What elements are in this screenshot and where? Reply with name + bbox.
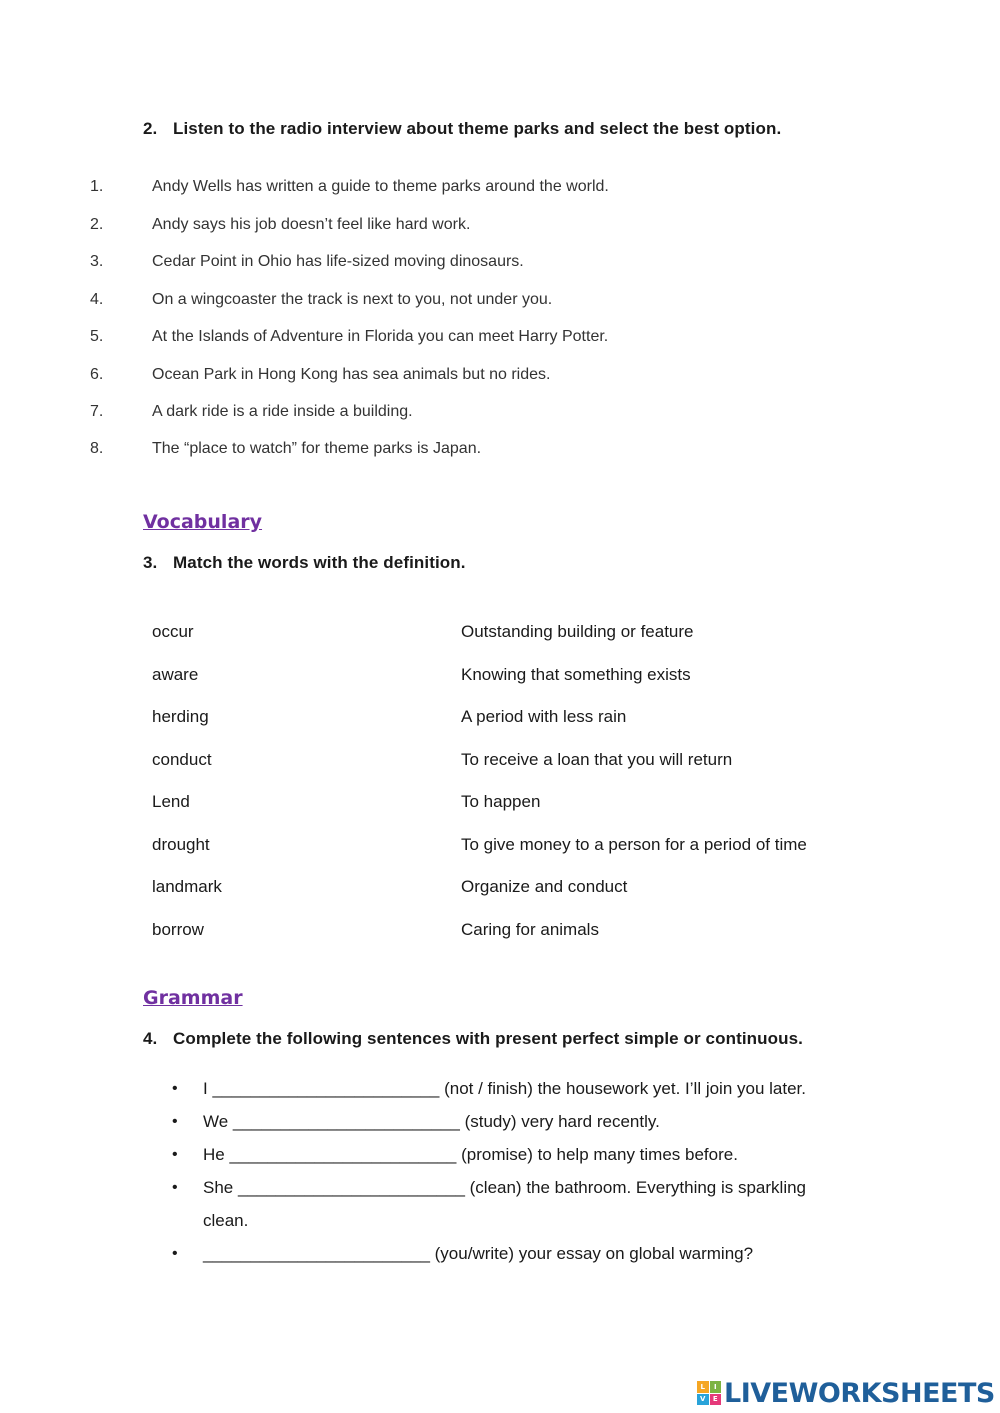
grammar-section-title: Grammar — [143, 987, 243, 1009]
grammar-sentence — [172, 1105, 832, 1138]
match-row — [152, 835, 872, 863]
statement-number: 4. — [90, 291, 104, 308]
liveworksheets-logo — [697, 1374, 995, 1412]
grammar-sentence-list — [172, 1072, 832, 1270]
question-instruction: Listen to the radio interview about theme parks and select the best option. — [173, 119, 782, 138]
logo-letter: V — [697, 1394, 709, 1406]
answer-blank[interactable]: ________________________ — [229, 1145, 457, 1164]
match-word[interactable]: borrow — [152, 920, 204, 939]
match-word[interactable]: aware — [152, 665, 199, 684]
match-definition[interactable]: A period with less rain — [461, 707, 627, 726]
match-row — [152, 707, 872, 735]
match-definition[interactable]: Organize and conduct — [461, 877, 628, 896]
question-number: 4. — [143, 1029, 158, 1048]
sentence-start: We — [203, 1112, 233, 1131]
question-3-heading — [143, 553, 466, 573]
statement-text: On a wingcoaster the track is next to you, not under you. — [152, 291, 553, 308]
match-word[interactable]: landmark — [152, 877, 222, 896]
question-number: 3. — [143, 553, 158, 572]
statement-text: A dark ride is a ride inside a building. — [152, 403, 413, 420]
statement-number: 3. — [90, 253, 104, 270]
sentence-end: (study) very hard recently. — [459, 1112, 660, 1131]
match-word[interactable]: conduct — [152, 750, 212, 769]
grammar-sentence — [172, 1237, 832, 1270]
match-row — [152, 792, 872, 820]
match-word[interactable]: occur — [152, 622, 194, 641]
statement-text: Andy Wells has written a guide to theme parks around the world. — [152, 178, 609, 195]
question-instruction: Complete the following sentences with present perfect simple or continuous. — [173, 1029, 803, 1048]
sentence-end: (not / finish) the housework yet. I’ll join you later. — [439, 1079, 806, 1098]
statement-number: 6. — [90, 366, 104, 383]
logo-mark-icon — [697, 1381, 721, 1405]
match-definition[interactable]: Knowing that something exists — [461, 665, 691, 684]
statement-number: 7. — [90, 403, 104, 420]
statement-number: 5. — [90, 328, 104, 345]
bullet: • — [172, 1179, 178, 1196]
question-number: 2. — [143, 119, 158, 138]
statement-number: 8. — [90, 440, 104, 457]
match-definition[interactable]: Caring for animals — [461, 920, 599, 939]
bullet: • — [172, 1113, 178, 1130]
match-row — [152, 877, 872, 905]
bullet: • — [172, 1080, 178, 1097]
statement-text: The “place to watch” for theme parks is Japan. — [152, 440, 482, 457]
logo-letter: I — [710, 1381, 722, 1393]
question-instruction: Match the words with the definition. — [173, 553, 466, 572]
match-definition[interactable]: To receive a loan that you will return — [461, 750, 733, 769]
sentence-start: I — [203, 1079, 213, 1098]
match-definition[interactable]: To happen — [461, 792, 541, 811]
question-2-heading — [143, 119, 781, 139]
answer-blank[interactable]: ________________________ — [232, 1112, 460, 1131]
bullet: • — [172, 1146, 178, 1163]
grammar-sentence — [172, 1072, 832, 1105]
match-row — [152, 750, 872, 778]
sentence-end: (you/write) your essay on global warming? — [429, 1244, 754, 1263]
logo-letter: E — [710, 1394, 722, 1406]
statement-text: Andy says his job doesn’t feel like hard work. — [152, 216, 471, 233]
match-row — [152, 622, 872, 650]
statement-text: Cedar Point in Ohio has life-sized moving dinosaurs. — [152, 253, 524, 270]
answer-blank[interactable]: ________________________ — [203, 1244, 430, 1263]
match-word[interactable]: Lend — [152, 792, 190, 811]
bullet: • — [172, 1245, 178, 1262]
sentence-end: (clean) the bathroom. Everything is sparkling clean. — [203, 1178, 807, 1230]
statement-number: 1. — [90, 178, 104, 195]
match-row — [152, 920, 872, 948]
sentence-start: He — [203, 1145, 230, 1164]
match-row — [152, 665, 872, 693]
grammar-sentence — [172, 1138, 832, 1171]
match-word[interactable]: drought — [152, 835, 210, 854]
question-4-heading — [143, 1029, 803, 1049]
logo-letter: L — [697, 1381, 709, 1393]
sentence-end: (promise) to help many times before. — [456, 1145, 738, 1164]
grammar-sentence — [172, 1171, 832, 1237]
sentence-start: She — [203, 1178, 238, 1197]
statement-text: Ocean Park in Hong Kong has sea animals but no rides. — [152, 366, 551, 383]
answer-blank[interactable]: ________________________ — [237, 1178, 465, 1197]
match-definition[interactable]: To give money to a person for a period of time — [461, 835, 807, 854]
statement-text: At the Islands of Adventure in Florida you can meet Harry Potter. — [152, 328, 609, 345]
match-word[interactable]: herding — [152, 707, 209, 726]
logo-text: LIVEWORKSHEETS — [724, 1377, 995, 1409]
answer-blank[interactable]: ________________________ — [212, 1079, 440, 1098]
vocabulary-section-title: Vocabulary — [143, 511, 263, 533]
statement-number: 2. — [90, 216, 104, 233]
match-definition[interactable]: Outstanding building or feature — [461, 622, 694, 641]
